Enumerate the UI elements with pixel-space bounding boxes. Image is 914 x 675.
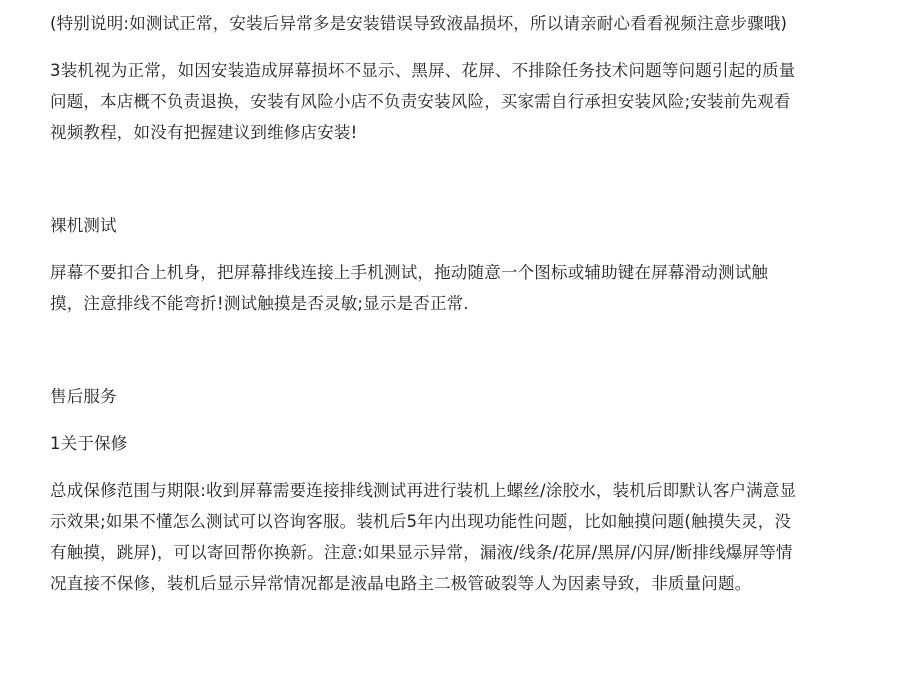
warranty-paragraph: 总成保修范围与期限:收到屏幕需要连接排线测试再进行装机上螺丝/涂胶水，装机后即默认客户满意显示效果;如果不懂怎么测试可以咨询客服。装机后5年内出现功能性问题，比如触摸问题(触摸失灵，没有触摸，跳屏)，可以寄回帮你换新。注意:如果显示异常，漏液/线条/花屏/黑屏/闪屏/断排线爆屏等情况直接不保修，装机后显示异常情况都是液晶电路主二极管破裂等人为因素导致，非质量问题。 (50, 481, 797, 593)
bare-test-paragraph: 屏幕不要扣合上机身，把屏幕排线连接上手机测试，拖动随意一个图标或辅助键在屏幕滑动测试触摸，注意排线不能弯折!测试触摸是否灵敏;显示是否正常. (50, 263, 769, 313)
after-sales-heading: 售后服务 (50, 387, 117, 406)
product-description (50, 8, 800, 599)
special-note: (特别说明:如测试正常，安装后异常多是安装错误导致液晶损坏，所以请亲耐心看看视频注意步骤哦) (50, 14, 788, 33)
bare-test-heading: 裸机测试 (50, 216, 117, 235)
install-policy-paragraph: 3装机视为正常，如因安装造成屏幕损坏不显示、黑屏、花屏、不排除任务技术问题等问题引起的质量问题，本店概不负责退换，安装有风险小店不负责安装风险，买家需自行承担安装风险;安装前先观看视频教程，如没有把握建议到维修店安装! (50, 61, 796, 142)
warranty-heading: 1关于保修 (50, 434, 128, 453)
